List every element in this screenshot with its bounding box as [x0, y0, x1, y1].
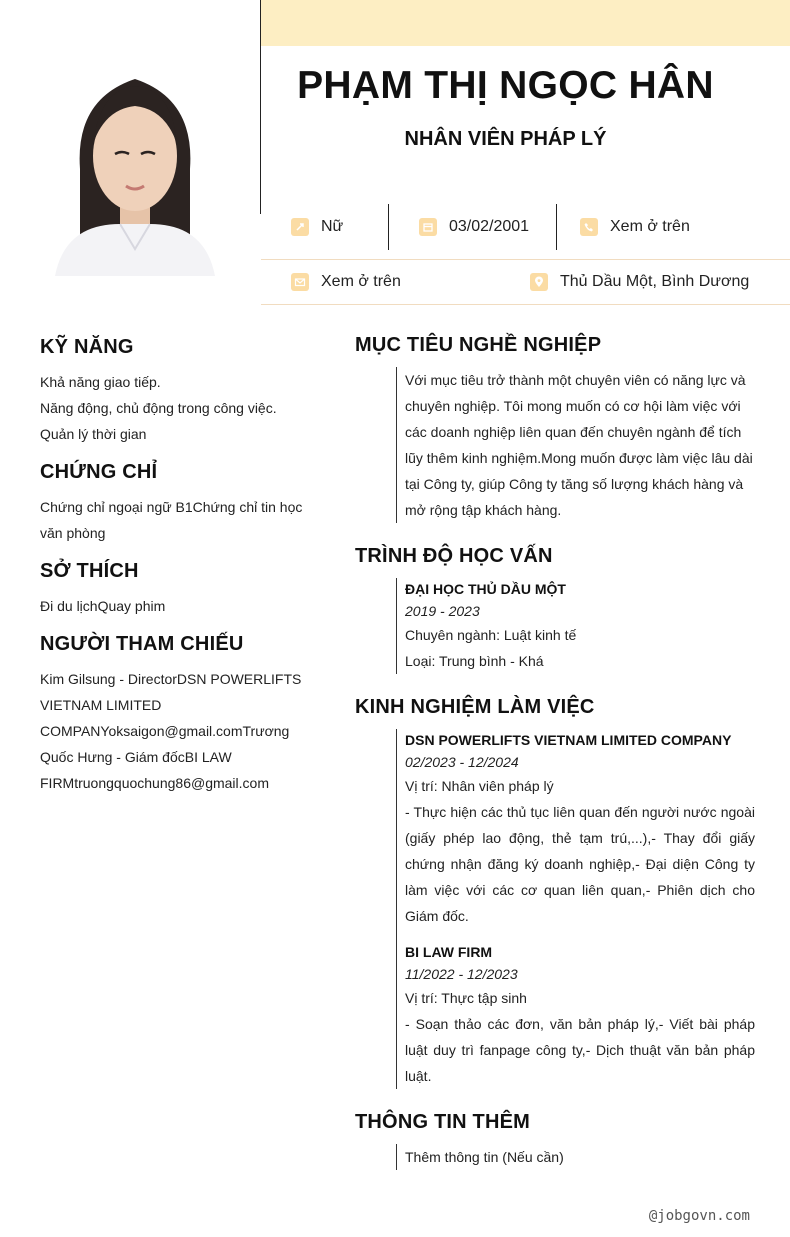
job-entry — [405, 941, 755, 1089]
hobbies-text: Đi du lịchQuay phim — [40, 598, 166, 614]
header-accent-band — [261, 0, 790, 46]
info-separator — [388, 204, 389, 250]
hobbies-section — [40, 560, 308, 619]
additional-text: Thêm thông tin (Nếu cần) — [405, 1149, 564, 1165]
references-heading: NGƯỜI THAM CHIẾU — [40, 633, 244, 655]
left-column — [40, 336, 308, 810]
job-description: - Soạn thảo các đơn, văn bản pháp lý,- Viết bài pháp luật duy trì fanpage công ty,- Dịch thuật văn bản pháp luật. — [405, 1016, 755, 1084]
objective-section — [355, 334, 755, 523]
candidate-job-title: NHÂN VIÊN PHÁP LÝ — [404, 128, 607, 150]
education-major: Chuyên ngành: Luật kinh tế — [405, 627, 577, 643]
experience-section — [355, 696, 755, 1089]
dob-value: 03/02/2001 — [449, 218, 530, 235]
address-value: Thủ Dầu Một, Bình Dương — [560, 273, 750, 290]
experience-body — [396, 729, 755, 1089]
references-text: Kim Gilsung - DirectorDSN POWERLIFTS VIETNAM LIMITED COMPANYoksaigon@gmail.comTrương Quốc Hưng - Giám đốcBI LAW FIRMtruongquochung86@gmail.com — [40, 671, 302, 791]
job-description: - Thực hiện các thủ tục liên quan đến người nước ngoài (giấy phép lao động, thẻ tạm trú,...),- Thay đổi giấy chứng nhận đăng ký doanh nghiệp,- Đại diện Công ty làm việc với các cơ quan liên quan,- Phiên dịch cho Giám đốc. — [405, 804, 755, 924]
job-position: Vị trí: Nhân viên pháp lý — [405, 778, 554, 794]
dob-info — [419, 204, 529, 250]
skill-item: Quản lý thời gian — [40, 426, 147, 442]
gender-info — [291, 204, 343, 250]
location-pin-icon — [530, 273, 548, 291]
info-row-1 — [261, 204, 790, 250]
job-position: Vị trí: Thực tập sinh — [405, 990, 527, 1006]
watermark-text: @jobgovn.com — [648, 1208, 750, 1224]
education-school: ĐẠI HỌC THỦ DẦU MỘT — [405, 581, 566, 597]
certificates-text: Chứng chỉ ngoại ngữ B1Chứng chỉ tin học văn phòng — [40, 499, 303, 541]
mail-icon — [291, 273, 309, 291]
references-section — [40, 633, 308, 796]
calendar-icon — [419, 218, 437, 236]
job-period: 11/2022 - 12/2023 — [405, 966, 518, 982]
right-column — [355, 334, 755, 1192]
job-period: 02/2023 - 12/2024 — [405, 754, 519, 770]
email-value: Xem ở trên — [321, 273, 401, 290]
gender-value: Nữ — [321, 218, 344, 235]
additional-section — [355, 1111, 755, 1170]
address-info — [530, 259, 749, 305]
skill-item: Khả năng giao tiếp. — [40, 374, 161, 390]
additional-heading: THÔNG TIN THÊM — [355, 1111, 531, 1133]
education-section — [355, 545, 755, 674]
gender-icon — [291, 218, 309, 236]
candidate-name: PHẠM THỊ NGỌC HÂN — [297, 64, 714, 107]
profile-photo — [40, 74, 230, 276]
phone-icon — [580, 218, 598, 236]
hobbies-heading: SỞ THÍCH — [40, 560, 139, 582]
objective-heading: MỤC TIÊU NGHỀ NGHIỆP — [355, 334, 602, 356]
job-company: DSN POWERLIFTS VIETNAM LIMITED COMPANY — [405, 732, 732, 748]
phone-value: Xem ở trên — [610, 218, 690, 235]
email-info — [291, 259, 401, 305]
info-separator — [556, 204, 557, 250]
objective-text: Với mục tiêu trở thành một chuyên viên có năng lực và chuyên nghiệp. Tôi mong muốn có cơ hội làm việc với các doanh nghiệp liên quan đến chuyên ngành để tích lũy thêm kinh nghiệm.Mong muốn được làm việc lâu dài tại Công ty, giúp Công ty tăng số lượng khách hàng và mở rộng tập khách hàng. — [405, 372, 753, 518]
education-grade: Loại: Trung bình - Khá — [405, 653, 544, 669]
job-company: BI LAW FIRM — [405, 944, 493, 960]
certificates-heading: CHỨNG CHỈ — [40, 461, 158, 483]
job-entry — [405, 729, 755, 929]
experience-heading: KINH NGHIỆM LÀM VIỆC — [355, 696, 595, 718]
education-body — [396, 578, 755, 674]
skills-heading: KỸ NĂNG — [40, 336, 134, 358]
education-heading: TRÌNH ĐỘ HỌC VẤN — [355, 545, 553, 567]
phone-info — [580, 204, 690, 250]
additional-body — [396, 1144, 755, 1170]
info-row-2 — [261, 259, 790, 305]
education-period: 2019 - 2023 — [405, 603, 480, 619]
objective-body — [396, 367, 755, 523]
skills-section — [40, 336, 308, 447]
certificates-section — [40, 461, 308, 546]
skill-item: Năng động, chủ động trong công việc. — [40, 400, 277, 416]
